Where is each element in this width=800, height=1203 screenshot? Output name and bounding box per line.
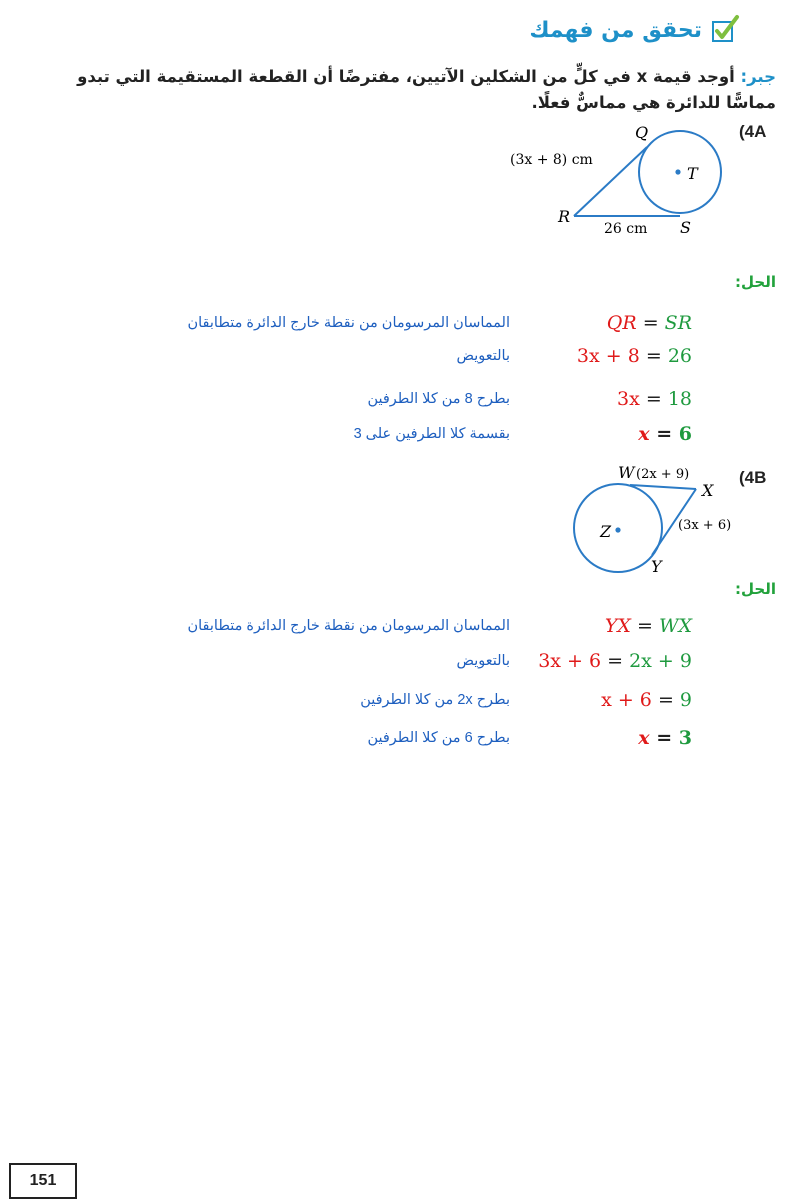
- equation: 3x + 8 = 26: [576, 345, 692, 367]
- page-number: 151: [9, 1163, 77, 1199]
- step-reason: المماسان المرسومان من نقطة خارج الدائرة متطابقان: [187, 315, 510, 331]
- section-title: تحقق من فهمك: [529, 18, 702, 43]
- equation: 3x + 6 = 2x + 9: [538, 650, 692, 672]
- step-row: [0, 423, 800, 449]
- step-reason: بالتعويض: [456, 348, 510, 364]
- part-label-4a: (4A: [739, 122, 767, 141]
- tangent-wx: [630, 485, 696, 489]
- problem-text: أوجد قيمة x في كلٍّ من الشكلين الآتيين، مفترضًا أن القطعة المستقيمة التي تبدو مماسًّا للدائرة هي مماسٌّ فعلًا.: [77, 67, 776, 112]
- side-xy-label: (3x + 6): [678, 518, 732, 533]
- part-label-4b: (4B: [739, 468, 767, 487]
- step-reason: بطرح 6 من كلا الطرفين: [367, 730, 510, 746]
- equation: 3x = 18: [617, 388, 692, 410]
- label-y: Y: [651, 557, 662, 576]
- step-reason: بالتعويض: [456, 653, 510, 669]
- solution-label-a: الحل:: [735, 273, 776, 291]
- step-row: [0, 615, 800, 641]
- side-wx-label: (2x + 9): [636, 467, 690, 482]
- solution-label-b: الحل:: [735, 580, 776, 598]
- equation: x + 6 = 9: [601, 689, 692, 711]
- step-reason: بقسمة كلا الطرفين على 3: [353, 426, 510, 442]
- step-row: [0, 650, 800, 676]
- figure-4b: [568, 458, 748, 576]
- equation: x = 6: [638, 423, 692, 445]
- label-w: W: [618, 463, 635, 482]
- step-reason: بطرح 8 من كلا الطرفين: [367, 391, 510, 407]
- step-row: [0, 312, 800, 338]
- equation: x = 3: [638, 727, 692, 749]
- problem-lead: جبر:: [740, 67, 776, 86]
- step-row: [0, 345, 800, 371]
- label-s: S: [680, 218, 691, 237]
- step-row: [0, 689, 800, 715]
- label-r: R: [558, 207, 571, 226]
- step-row: [0, 727, 800, 753]
- center-t: [675, 169, 680, 174]
- equation: YX = WX: [604, 615, 692, 637]
- center-z: [615, 527, 620, 532]
- label-t: T: [687, 164, 698, 183]
- label-z: Z: [600, 522, 612, 541]
- step-reason: بطرح 2x من كلا الطرفين: [360, 692, 510, 708]
- figure-4a: [508, 122, 738, 237]
- step-reason: المماسان المرسومان من نقطة خارج الدائرة متطابقان: [187, 618, 510, 634]
- side-qr-label: (3x + 8) cm: [510, 152, 593, 168]
- side-rs-label: 26 cm: [604, 221, 648, 237]
- step-row: [0, 388, 800, 414]
- label-q: Q: [635, 123, 649, 142]
- equation: QR = SR: [606, 312, 692, 334]
- label-x: X: [702, 481, 714, 500]
- problem-statement: [36, 64, 776, 116]
- checkbox-icon: [710, 14, 740, 44]
